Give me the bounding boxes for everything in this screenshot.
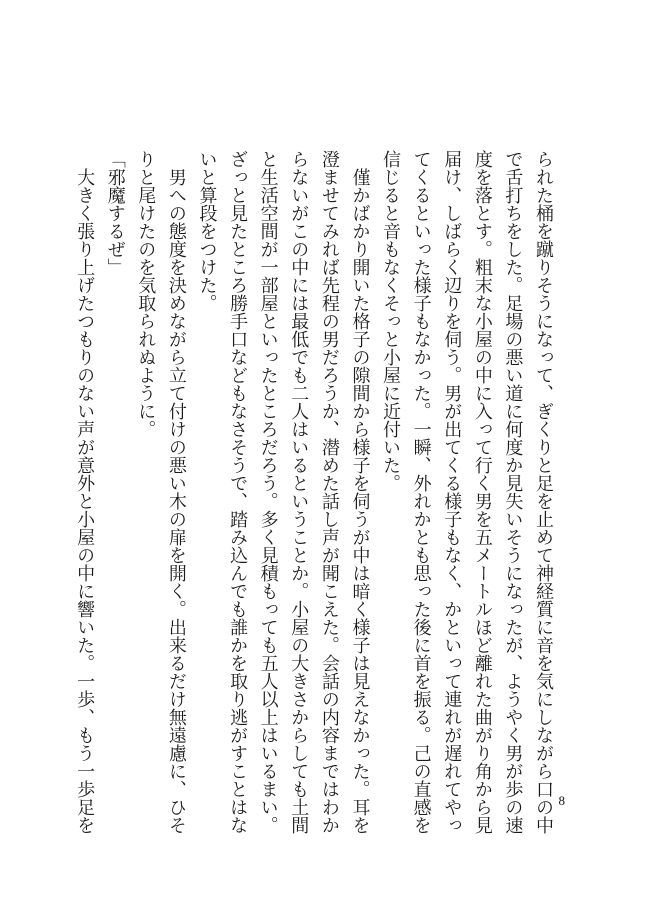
text-line: で舌打ちをした。足場の悪い道に何度か見失いそうになったが、ようやく男が歩の速: [502, 150, 524, 834]
text-line: いと算段をつけた。: [196, 150, 218, 312]
text-line: 大きく張り上げたつもりのない声が意外と小屋の中に響いた。一歩、もう一歩足を: [74, 150, 96, 834]
text-line: ざっと見たところ勝手口などもなさそうで、踏み込んでも誰かを取り逃がすことはな: [227, 150, 249, 834]
text-line: りと尾けたのを気取られぬように。: [135, 150, 157, 438]
text-line: 僅かばかり開いた格子の隙間から様子を伺うが中は暗く様子は見えなかった。耳を: [349, 150, 371, 834]
text-line: てくるといった様子もなかった。一瞬、外れかとも思った後に首を振る。己の直感を: [410, 150, 432, 834]
text-line: られた桶を蹴りそうになって、ぎくりと足を止めて神経質に音を気にしながら口の中: [533, 150, 554, 834]
text-line: 届け、しばらく辺りを伺う。男が出てくる様子もなく、かといって連れが遅れてやっ: [441, 150, 463, 834]
text-line: 男への態度を決めながら立て付けの悪い木の扉を開く。出来るだけ無遠慮に、ひそ: [165, 150, 187, 834]
text-line: 度を落とす。粗末な小屋の中に入って行く男を五メートルほど離れた曲がり角から見: [471, 150, 493, 834]
text-line: らないがこの中には最低でも二人はいるということか。小屋の大きさからしても土間: [288, 150, 310, 834]
page-number: 8: [558, 793, 565, 808]
body-text: [69, 150, 559, 834]
text-line: 信じると音もなくそっと小屋に近付いた。: [380, 150, 402, 492]
text-line: 「邪魔するぜ」: [104, 150, 126, 276]
text-line: と生活空間が一部屋といったところだろう。多く見積もっても五人以上はいるまい。: [257, 150, 279, 834]
text-line: 澄ませてみれば先程の男だろうか、潜めた話し声が聞こえた。会話の内容まではわか: [318, 150, 340, 834]
